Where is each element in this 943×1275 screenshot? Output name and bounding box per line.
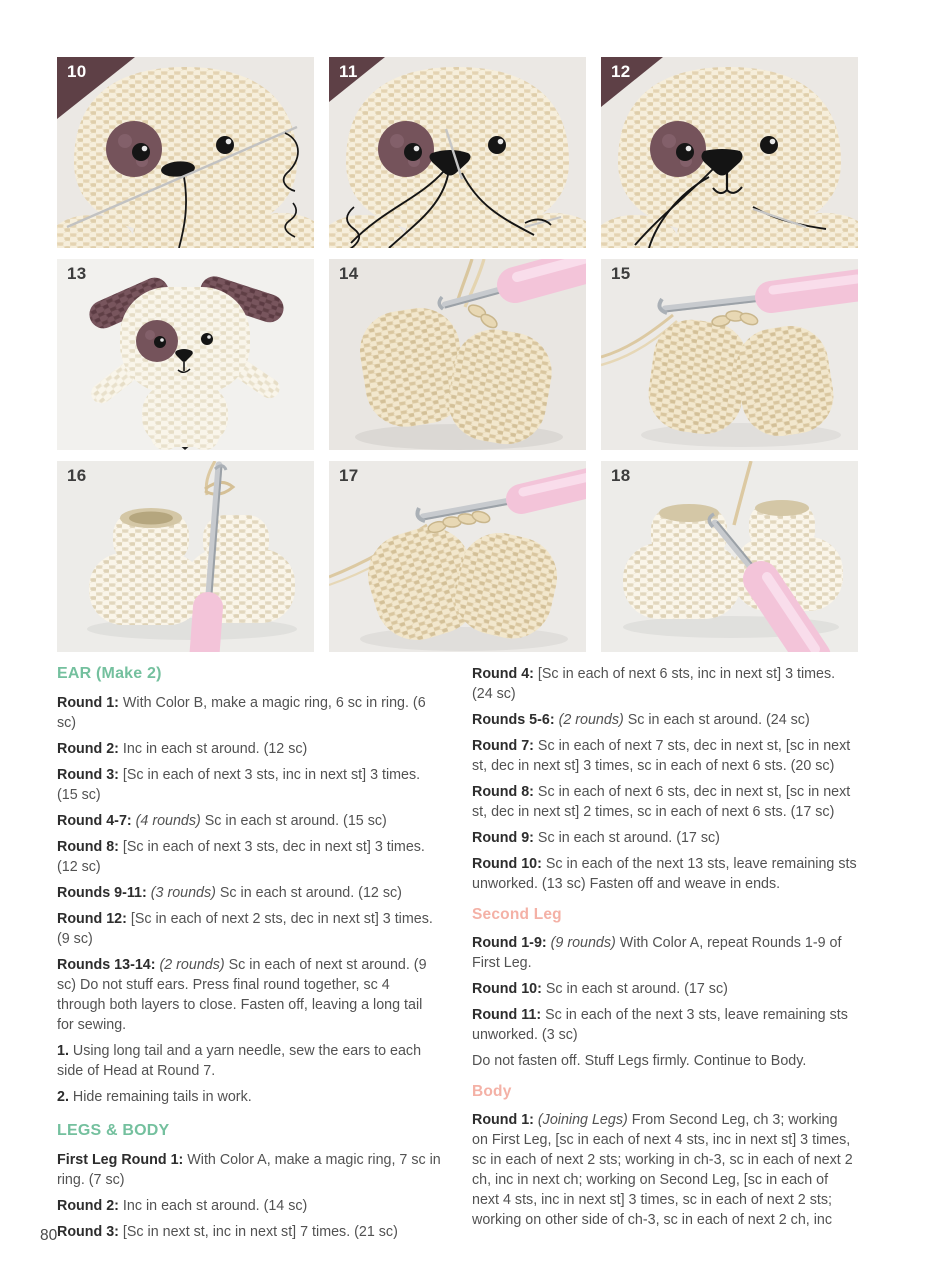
instruction-paragraph <box>472 828 857 848</box>
instruction-paragraph <box>57 883 442 903</box>
instruction-text: Inc in each st around. (12 sc) <box>118 741 308 757</box>
instruction-paragraph <box>57 1222 442 1242</box>
round-label: Round 1-9: <box>472 935 547 951</box>
section-heading-ear-make-2: EAR (Make 2) <box>57 665 162 682</box>
instruction-text: With Color A, repeat Rounds 1-9 of First Leg. <box>472 935 842 971</box>
round-label: First Leg Round 1: <box>57 1152 184 1168</box>
step-number: 16 <box>67 466 87 485</box>
step-photo-15-legs-joined-hook <box>601 259 858 450</box>
instruction-text: From Second Leg, ch 3; working on First Leg, [sc in each of next 4 sts, inc in next st] 3 times, sc in each of next 2 sts; working in ch-3, sc in each of next 2 ch, inc in next ch; working on Second Leg, [sc in each of next 4 sts, inc in next st] 3 times, sc in each of next 2 sts; working on other side of ch-3, sc in each of next 2 ch, inc <box>472 1112 853 1228</box>
round-label: Round 8: <box>57 839 119 855</box>
instruction-paragraph <box>57 1150 442 1190</box>
instruction-text: With Color A, make a magic ring, 7 sc in ring. (7 sc) <box>57 1152 441 1188</box>
instruction-text: Sc in each st around. (12 sc) <box>215 885 402 901</box>
instruction-text: [Sc in each of next 6 sts, inc in next st] 3 times. (24 sc) <box>472 666 836 702</box>
round-label: Round 9: <box>472 830 534 846</box>
instruction-paragraph <box>57 955 442 1035</box>
instruction-text: With Color B, make a magic ring, 6 sc in ring. (6 sc) <box>57 695 426 731</box>
instruction-paragraph <box>57 811 442 831</box>
instruction-paragraph <box>57 739 442 759</box>
instruction-text: Using long tail and a yarn needle, sew the ears to each side of Head at Round 7. <box>57 1043 422 1079</box>
round-note: (Joining Legs) <box>533 1112 628 1128</box>
round-label: Round 4-7: <box>57 813 132 829</box>
round-label: Round 2: <box>57 741 119 757</box>
round-label: Round 10: <box>472 981 542 997</box>
instruction-text: Sc in each st around. (24 sc) <box>623 712 810 728</box>
round-label: Round 4: <box>472 666 534 682</box>
instruction-text: Sc in each st around. (15 sc) <box>200 813 387 829</box>
round-label: Round 1: <box>57 695 119 711</box>
instruction-paragraph <box>472 664 857 704</box>
step-photo-10-head-needle <box>57 57 314 248</box>
instruction-paragraph <box>57 1041 442 1081</box>
step-photo-14-legs-hook-top <box>329 259 586 450</box>
step-number: 10 <box>67 62 87 81</box>
section-heading-legs-body: LEGS & BODY <box>57 1122 170 1139</box>
step-number: 15 <box>611 264 631 283</box>
instruction-paragraph <box>472 736 857 776</box>
round-label: 2. <box>57 1089 69 1105</box>
step-number: 17 <box>339 466 359 485</box>
round-label: Round 1: <box>472 1112 534 1128</box>
instruction-text: Do not fasten off. Stuff Legs firmly. Continue to Body. <box>472 1053 807 1069</box>
instruction-text: Sc in each of next 7 sts, dec in next st, [sc in next st, dec in next st] 3 times, sc in each of next 6 sts. (20 sc) <box>472 738 851 774</box>
round-label: Round 2: <box>57 1198 119 1214</box>
round-note: (4 rounds) <box>131 813 201 829</box>
round-label: Round 10: <box>472 856 542 872</box>
round-label: Round 8: <box>472 784 534 800</box>
step-number: 14 <box>339 264 359 283</box>
step-number: 12 <box>611 62 631 81</box>
round-note: (2 rounds) <box>155 957 225 973</box>
instruction-text: Inc in each st around. (14 sc) <box>118 1198 308 1214</box>
instruction-paragraph <box>57 909 442 949</box>
instruction-paragraph <box>472 782 857 822</box>
right-column <box>472 664 857 1248</box>
instruction-text: Sc in each st around. (17 sc) <box>533 830 720 846</box>
section-heading-body: Body <box>472 1083 512 1100</box>
step-number: 18 <box>611 466 631 485</box>
instruction-paragraph <box>472 933 857 973</box>
instruction-paragraph <box>472 979 857 999</box>
step-photo-12-head-mouth-embroidery <box>601 57 858 248</box>
section-heading-second-leg: Second Leg <box>472 906 562 923</box>
instruction-text: Sc in each of next 6 sts, dec in next st, [sc in next st, dec in next st] 2 times, sc in each of next 6 sts. (17 sc) <box>472 784 851 820</box>
round-label: Rounds 13-14: <box>57 957 156 973</box>
round-label: Round 11: <box>472 1007 542 1023</box>
instruction-paragraph <box>57 1087 442 1107</box>
instruction-text: Sc in each of the next 3 sts, leave remaining sts unworked. (3 sc) <box>472 1007 848 1043</box>
instruction-paragraph <box>57 1196 442 1216</box>
step-photo-18-booties-diagonal-hook <box>601 461 858 652</box>
instruction-columns <box>57 664 858 1248</box>
instruction-paragraph <box>472 710 857 730</box>
instruction-paragraph <box>472 854 857 894</box>
instruction-text: Sc in each st around. (17 sc) <box>541 981 728 997</box>
round-label: Rounds 5-6: <box>472 712 555 728</box>
round-note: (9 rounds) <box>546 935 616 951</box>
step-number: 13 <box>67 264 87 283</box>
instruction-paragraph <box>57 837 442 877</box>
instruction-paragraph <box>472 1110 857 1230</box>
instruction-text: [Sc in each of next 3 sts, inc in next st] 3 times. (15 sc) <box>57 767 421 803</box>
step-photo-16-booties-vertical-hook <box>57 461 314 652</box>
step-photo-11-head-nose-embroidery <box>329 57 586 248</box>
photo-grid <box>57 57 858 652</box>
round-label: 1. <box>57 1043 69 1059</box>
instruction-paragraph <box>57 693 442 733</box>
round-label: Round 3: <box>57 1224 119 1240</box>
step-photo-13-finished-dog <box>57 259 314 450</box>
instruction-text: [Sc in next st, inc in next st] 7 times. (21 sc) <box>118 1224 398 1240</box>
instruction-text: [Sc in each of next 2 sts, dec in next st] 3 times. (9 sc) <box>57 911 433 947</box>
instruction-text: Hide remaining tails in work. <box>68 1089 252 1105</box>
step-photo-17-legs-chain-hook <box>329 461 586 652</box>
round-note: (3 rounds) <box>146 885 216 901</box>
round-label: Round 12: <box>57 911 127 927</box>
instruction-text: [Sc in each of next 3 sts, dec in next st] 3 times. (12 sc) <box>57 839 425 875</box>
instruction-paragraph <box>57 765 442 805</box>
round-label: Round 3: <box>57 767 119 783</box>
left-column <box>57 664 442 1248</box>
round-label: Round 7: <box>472 738 534 754</box>
page-number: 80 <box>40 1227 58 1244</box>
instruction-paragraph <box>472 1051 857 1071</box>
round-note: (2 rounds) <box>554 712 624 728</box>
instruction-paragraph <box>472 1005 857 1045</box>
instruction-text: Sc in each of next st around. (9 sc) Do not stuff ears. Press final round together, sc 4 through both layers to close. Fasten off, leaving a long tail for sewing. <box>57 957 427 1033</box>
step-number: 11 <box>339 62 358 81</box>
round-label: Rounds 9-11: <box>57 885 147 901</box>
instruction-text: Sc in each of the next 13 sts, leave remaining sts unworked. (13 sc) Fasten off and weave in ends. <box>472 856 857 892</box>
